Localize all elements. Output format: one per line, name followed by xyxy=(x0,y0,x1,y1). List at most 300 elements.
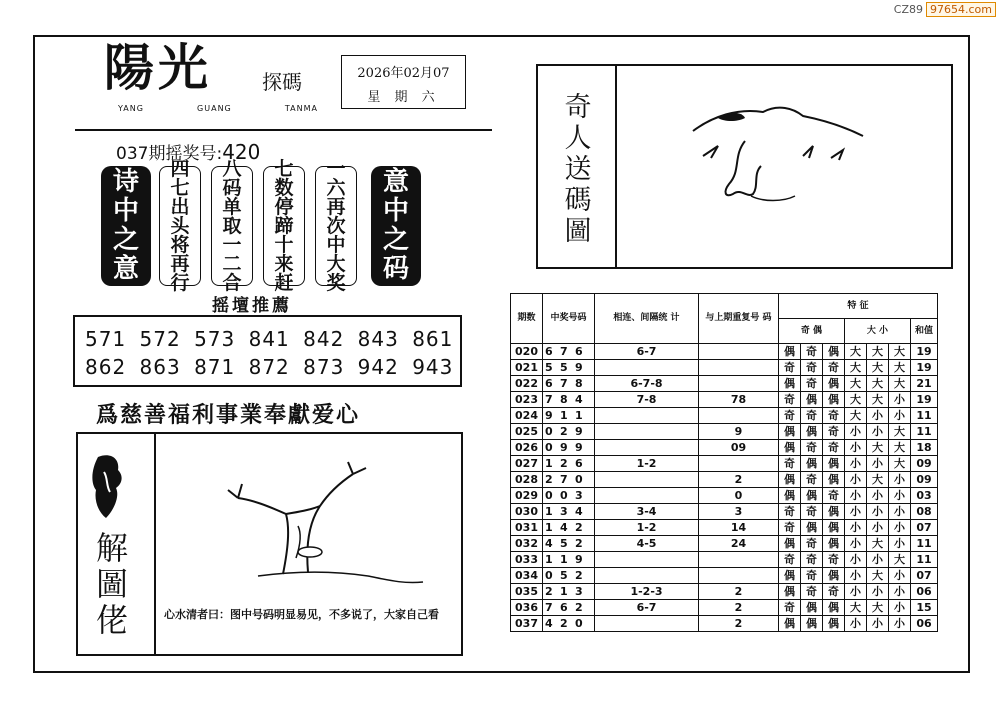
digit: 1 xyxy=(545,457,554,470)
cell-sum: 15 xyxy=(911,600,938,616)
cell-odd-even: 奇 xyxy=(823,552,845,568)
cell-repeat xyxy=(699,552,779,568)
table-row xyxy=(511,344,938,360)
digit: 2 xyxy=(575,601,584,614)
cell-sum: 09 xyxy=(911,456,938,472)
digit: 2 xyxy=(545,473,554,486)
digit: 7 xyxy=(560,377,569,390)
cell-odd-even: 偶 xyxy=(779,584,801,600)
table-row xyxy=(511,360,938,376)
table-row xyxy=(511,568,938,584)
cell-big-small: 小 xyxy=(889,536,911,552)
table-row xyxy=(511,536,938,552)
cell-big-small: 小 xyxy=(845,520,867,536)
cell-period: 028 xyxy=(511,472,543,488)
cell-odd-even: 奇 xyxy=(779,600,801,616)
char: 码 xyxy=(222,176,242,199)
decode-panel xyxy=(76,432,463,656)
char: 赶 xyxy=(274,271,294,294)
cell-odd-even: 奇 xyxy=(801,536,823,552)
cell-consecutive: 6-7 xyxy=(595,600,699,616)
gift-panel xyxy=(536,64,953,269)
char: 送 xyxy=(564,154,592,185)
char: 之 xyxy=(112,225,139,255)
cell-odd-even: 偶 xyxy=(823,520,845,536)
gift-title xyxy=(560,92,596,247)
cell-odd-even: 奇 xyxy=(779,504,801,520)
cell-period: 023 xyxy=(511,392,543,408)
cell-sum: 11 xyxy=(911,424,938,440)
digit: 9 xyxy=(545,409,554,422)
cell-number xyxy=(543,344,595,360)
cell-big-small: 大 xyxy=(867,600,889,616)
cell-consecutive xyxy=(595,488,699,504)
char: 蹄 xyxy=(274,214,294,237)
cell-consecutive: 4-5 xyxy=(595,536,699,552)
char: 中 xyxy=(382,196,409,226)
digit: 4 xyxy=(545,617,554,630)
char: 碼 xyxy=(564,185,592,216)
brand-title: 陽光 xyxy=(104,38,212,97)
cell-consecutive xyxy=(595,616,699,632)
cell-number xyxy=(543,408,595,424)
digit: 0 xyxy=(575,473,584,486)
cell-big-small: 小 xyxy=(867,504,889,520)
cell-period: 037 xyxy=(511,616,543,632)
cell-big-small: 小 xyxy=(845,504,867,520)
digit: 2 xyxy=(560,425,569,438)
cell-big-small: 大 xyxy=(867,536,889,552)
header-sum: 和值 xyxy=(911,319,938,344)
cell-big-small: 小 xyxy=(889,408,911,424)
cell-big-small: 大 xyxy=(845,360,867,376)
date-line: 2026年02月07 xyxy=(357,66,450,81)
char: 码 xyxy=(382,254,409,284)
decode-divider xyxy=(154,434,156,654)
char: 取 xyxy=(222,214,242,237)
cell-odd-even: 偶 xyxy=(823,600,845,616)
cell-odd-even: 奇 xyxy=(779,520,801,536)
cell-big-small: 小 xyxy=(867,408,889,424)
digit: 1 xyxy=(560,553,569,566)
site-prefix: CZ89 xyxy=(893,3,924,16)
char: 四 xyxy=(170,157,190,180)
cell-big-small: 小 xyxy=(867,520,889,536)
brand-subtitle: 探碼 xyxy=(262,70,302,94)
char: 来 xyxy=(274,252,294,275)
cell-odd-even: 奇 xyxy=(779,408,801,424)
cell-odd-even: 奇 xyxy=(801,360,823,376)
cell-sum: 06 xyxy=(911,616,938,632)
char: 七 xyxy=(274,157,294,180)
cell-period: 034 xyxy=(511,568,543,584)
cell-big-small: 小 xyxy=(867,488,889,504)
date-box xyxy=(341,55,466,109)
cell-big-small: 大 xyxy=(867,392,889,408)
cell-big-small: 小 xyxy=(867,456,889,472)
cell-odd-even: 奇 xyxy=(823,408,845,424)
header-divider xyxy=(75,129,492,131)
poem-column-3 xyxy=(263,157,305,294)
table-row xyxy=(511,616,938,632)
cell-repeat: 78 xyxy=(699,392,779,408)
digit: 5 xyxy=(560,537,569,550)
table-row xyxy=(511,584,938,600)
cell-period: 022 xyxy=(511,376,543,392)
cell-sum: 19 xyxy=(911,360,938,376)
table-row xyxy=(511,376,938,392)
char: 圖 xyxy=(564,216,592,247)
cell-big-small: 小 xyxy=(845,440,867,456)
cell-period: 033 xyxy=(511,552,543,568)
bird-sketch-icon xyxy=(663,86,883,216)
cell-odd-even: 偶 xyxy=(779,376,801,392)
cell-odd-even: 偶 xyxy=(779,424,801,440)
digit: 7 xyxy=(545,393,554,406)
cell-repeat: 14 xyxy=(699,520,779,536)
char: 合 xyxy=(222,271,242,294)
char: 诗 xyxy=(112,167,139,197)
cell-big-small: 小 xyxy=(867,616,889,632)
cell-number xyxy=(543,552,595,568)
char: 停 xyxy=(274,195,294,218)
cell-period: 029 xyxy=(511,488,543,504)
cell-big-small: 小 xyxy=(889,600,911,616)
table-row xyxy=(511,520,938,536)
digit: 5 xyxy=(560,569,569,582)
cell-sum: 19 xyxy=(911,392,938,408)
digit: 0 xyxy=(545,441,554,454)
cell-odd-even: 奇 xyxy=(823,584,845,600)
recommend-title: 摇壇推薦 xyxy=(212,296,292,316)
cell-number xyxy=(543,472,595,488)
cell-repeat xyxy=(699,456,779,472)
cell-big-small: 大 xyxy=(867,376,889,392)
digit: 4 xyxy=(575,393,584,406)
cell-number xyxy=(543,584,595,600)
cell-big-small: 大 xyxy=(889,344,911,360)
digit: 6 xyxy=(560,601,569,614)
cell-odd-even: 奇 xyxy=(801,472,823,488)
poem-column-4 xyxy=(315,157,357,294)
cell-odd-even: 偶 xyxy=(779,536,801,552)
cell-big-small: 小 xyxy=(889,584,911,600)
weekday: 星 期 六 xyxy=(367,90,440,105)
stats-body xyxy=(511,344,938,632)
digit: 3 xyxy=(575,489,584,502)
cell-odd-even: 奇 xyxy=(823,424,845,440)
cell-odd-even: 偶 xyxy=(779,344,801,360)
cell-sum: 08 xyxy=(911,504,938,520)
char: 中 xyxy=(112,196,139,226)
digit: 4 xyxy=(560,521,569,534)
cell-consecutive: 3-4 xyxy=(595,504,699,520)
cell-odd-even: 奇 xyxy=(801,504,823,520)
cell-number xyxy=(543,568,595,584)
char: 七 xyxy=(170,176,190,199)
digit: 6 xyxy=(545,345,554,358)
cell-odd-even: 奇 xyxy=(801,584,823,600)
site-url-link[interactable]: 97654.com xyxy=(926,2,996,17)
digit: 8 xyxy=(560,393,569,406)
char: 数 xyxy=(274,176,294,199)
cell-repeat: 0 xyxy=(699,488,779,504)
cell-sum: 11 xyxy=(911,552,938,568)
cell-period: 024 xyxy=(511,408,543,424)
digit: 1 xyxy=(545,553,554,566)
cell-consecutive xyxy=(595,408,699,424)
char: 中 xyxy=(326,233,346,256)
digit: 7 xyxy=(560,345,569,358)
recommend-row-2: 862 863 871 872 873 942 943 xyxy=(85,355,454,379)
cell-odd-even: 偶 xyxy=(823,392,845,408)
digit: 2 xyxy=(575,537,584,550)
digit: 9 xyxy=(575,361,584,374)
char: 六 xyxy=(326,176,346,199)
char: 再 xyxy=(170,252,190,275)
cell-big-small: 小 xyxy=(889,504,911,520)
cell-big-small: 小 xyxy=(889,488,911,504)
char: 意 xyxy=(382,167,409,197)
cell-consecutive xyxy=(595,472,699,488)
cell-repeat xyxy=(699,408,779,424)
cell-repeat: 2 xyxy=(699,616,779,632)
table-row xyxy=(511,552,938,568)
digit: 0 xyxy=(560,489,569,502)
char: 出 xyxy=(170,195,190,218)
cell-odd-even: 奇 xyxy=(779,392,801,408)
cell-big-small: 小 xyxy=(845,472,867,488)
cell-repeat: 2 xyxy=(699,584,779,600)
digit: 6 xyxy=(575,457,584,470)
poem-left-label xyxy=(101,166,151,286)
cell-big-small: 小 xyxy=(889,568,911,584)
cell-big-small: 小 xyxy=(867,584,889,600)
cell-big-small: 大 xyxy=(867,440,889,456)
cell-repeat: 24 xyxy=(699,536,779,552)
cell-odd-even: 偶 xyxy=(801,424,823,440)
stats-table xyxy=(510,293,938,632)
cell-big-small: 小 xyxy=(867,424,889,440)
cell-repeat xyxy=(699,360,779,376)
cell-odd-even: 偶 xyxy=(801,600,823,616)
cell-odd-even: 奇 xyxy=(801,344,823,360)
digit: 5 xyxy=(545,361,554,374)
slogan: 爲慈善福利事業奉獻爱心 xyxy=(96,402,361,428)
digit: 8 xyxy=(575,377,584,390)
cell-consecutive xyxy=(595,552,699,568)
cell-big-small: 大 xyxy=(889,440,911,456)
recommend-row-1: 571 572 573 841 842 843 861 xyxy=(85,327,454,351)
char: 再 xyxy=(326,195,346,218)
cell-odd-even: 偶 xyxy=(801,520,823,536)
cell-period: 027 xyxy=(511,456,543,472)
cell-big-small: 大 xyxy=(845,600,867,616)
digit: 1 xyxy=(560,409,569,422)
header-big-small: 大 小 xyxy=(845,319,911,344)
cell-odd-even: 偶 xyxy=(801,456,823,472)
cell-consecutive xyxy=(595,424,699,440)
cell-odd-even: 奇 xyxy=(779,456,801,472)
header-period: 期数 xyxy=(511,294,543,344)
cell-big-small: 小 xyxy=(845,584,867,600)
pinyin-1: YANG xyxy=(118,104,144,113)
digit: 9 xyxy=(575,553,584,566)
cell-period: 021 xyxy=(511,360,543,376)
cell-big-small: 小 xyxy=(867,552,889,568)
poem-column-2 xyxy=(211,157,253,294)
digit: 7 xyxy=(560,473,569,486)
char: 人 xyxy=(564,123,592,154)
digit: 0 xyxy=(545,425,554,438)
cell-number xyxy=(543,600,595,616)
cell-odd-even: 奇 xyxy=(823,440,845,456)
cell-period: 026 xyxy=(511,440,543,456)
cell-period: 036 xyxy=(511,600,543,616)
digit: 2 xyxy=(560,457,569,470)
digit: 3 xyxy=(575,585,584,598)
digit: 9 xyxy=(575,425,584,438)
cell-period: 035 xyxy=(511,584,543,600)
table-row xyxy=(511,456,938,472)
cell-big-small: 小 xyxy=(845,536,867,552)
cell-odd-even: 奇 xyxy=(779,360,801,376)
digit: 2 xyxy=(560,617,569,630)
digit: 2 xyxy=(575,569,584,582)
char: 大 xyxy=(326,252,346,275)
cell-big-small: 大 xyxy=(889,424,911,440)
cell-consecutive xyxy=(595,360,699,376)
table-row xyxy=(511,408,938,424)
header-odd-even: 奇 偶 xyxy=(779,319,845,344)
cell-big-small: 大 xyxy=(867,472,889,488)
cell-odd-even: 偶 xyxy=(779,616,801,632)
cell-odd-even: 偶 xyxy=(823,568,845,584)
cell-number xyxy=(543,616,595,632)
cell-sum: 11 xyxy=(911,408,938,424)
cell-odd-even: 偶 xyxy=(823,344,845,360)
cell-number xyxy=(543,376,595,392)
cell-consecutive: 7-8 xyxy=(595,392,699,408)
char: 将 xyxy=(170,233,190,256)
digit: 3 xyxy=(560,505,569,518)
cell-odd-even: 奇 xyxy=(823,488,845,504)
char: 之 xyxy=(382,225,409,255)
cell-big-small: 大 xyxy=(889,376,911,392)
digit: 1 xyxy=(560,585,569,598)
cell-period: 030 xyxy=(511,504,543,520)
table-row xyxy=(511,504,938,520)
table-row xyxy=(511,600,938,616)
cell-odd-even: 偶 xyxy=(779,440,801,456)
char: 行 xyxy=(170,271,190,294)
cell-period: 020 xyxy=(511,344,543,360)
cell-odd-even: 偶 xyxy=(823,616,845,632)
table-row xyxy=(511,440,938,456)
cell-big-small: 小 xyxy=(889,392,911,408)
cell-number xyxy=(543,536,595,552)
cell-sum: 03 xyxy=(911,488,938,504)
cell-odd-even: 偶 xyxy=(779,472,801,488)
cell-sum: 07 xyxy=(911,568,938,584)
digit: 6 xyxy=(575,345,584,358)
draw-label: 037期摇奖号: xyxy=(116,144,223,164)
table-row xyxy=(511,424,938,440)
cell-repeat: 09 xyxy=(699,440,779,456)
char: 单 xyxy=(222,195,242,218)
digit: 9 xyxy=(560,441,569,454)
cell-number xyxy=(543,392,595,408)
cell-big-small: 大 xyxy=(867,568,889,584)
digit: 1 xyxy=(545,521,554,534)
cell-repeat: 9 xyxy=(699,424,779,440)
char: 八 xyxy=(222,157,242,180)
table-row xyxy=(511,392,938,408)
cell-big-small: 小 xyxy=(889,472,911,488)
char: 圖 xyxy=(96,565,129,603)
cell-number xyxy=(543,456,595,472)
gift-divider xyxy=(615,66,617,267)
char: 头 xyxy=(170,214,190,237)
cell-sum: 18 xyxy=(911,440,938,456)
cell-odd-even: 偶 xyxy=(823,504,845,520)
cell-period: 031 xyxy=(511,520,543,536)
cell-odd-even: 奇 xyxy=(823,360,845,376)
char: 二 xyxy=(222,252,242,275)
cell-big-small: 大 xyxy=(867,360,889,376)
cell-odd-even: 偶 xyxy=(779,568,801,584)
cell-odd-even: 偶 xyxy=(801,392,823,408)
cell-big-small: 小 xyxy=(845,488,867,504)
pinyin-2: GUANG xyxy=(197,104,232,113)
digit: 9 xyxy=(575,441,584,454)
cell-big-small: 大 xyxy=(889,552,911,568)
draw-value: 420 xyxy=(222,140,261,164)
cell-sum: 09 xyxy=(911,472,938,488)
cell-big-small: 小 xyxy=(845,424,867,440)
digit: 0 xyxy=(545,569,554,582)
brand-pinyin xyxy=(118,104,318,113)
cell-odd-even: 奇 xyxy=(801,376,823,392)
cell-number xyxy=(543,504,595,520)
cell-big-small: 大 xyxy=(845,392,867,408)
decode-title xyxy=(96,530,128,638)
char: 奇 xyxy=(564,92,592,123)
cell-odd-even: 偶 xyxy=(823,536,845,552)
digit: 6 xyxy=(545,377,554,390)
cell-sum: 11 xyxy=(911,536,938,552)
cell-odd-even: 奇 xyxy=(779,552,801,568)
table-row xyxy=(511,472,938,488)
cell-consecutive: 1-2-3 xyxy=(595,584,699,600)
cell-consecutive: 1-2 xyxy=(595,520,699,536)
cell-odd-even: 偶 xyxy=(801,488,823,504)
cell-big-small: 小 xyxy=(845,552,867,568)
pinyin-3: TANMA xyxy=(284,104,318,113)
cell-repeat xyxy=(699,376,779,392)
cell-big-small: 大 xyxy=(889,360,911,376)
cell-sum: 21 xyxy=(911,376,938,392)
cell-number xyxy=(543,424,595,440)
tree-sketch-icon xyxy=(198,454,438,594)
digit: 2 xyxy=(545,585,554,598)
digit: 7 xyxy=(545,601,554,614)
cell-big-small: 大 xyxy=(889,456,911,472)
cell-odd-even: 偶 xyxy=(823,456,845,472)
cell-sum: 07 xyxy=(911,520,938,536)
digit: 1 xyxy=(575,409,584,422)
cell-big-small: 小 xyxy=(845,616,867,632)
